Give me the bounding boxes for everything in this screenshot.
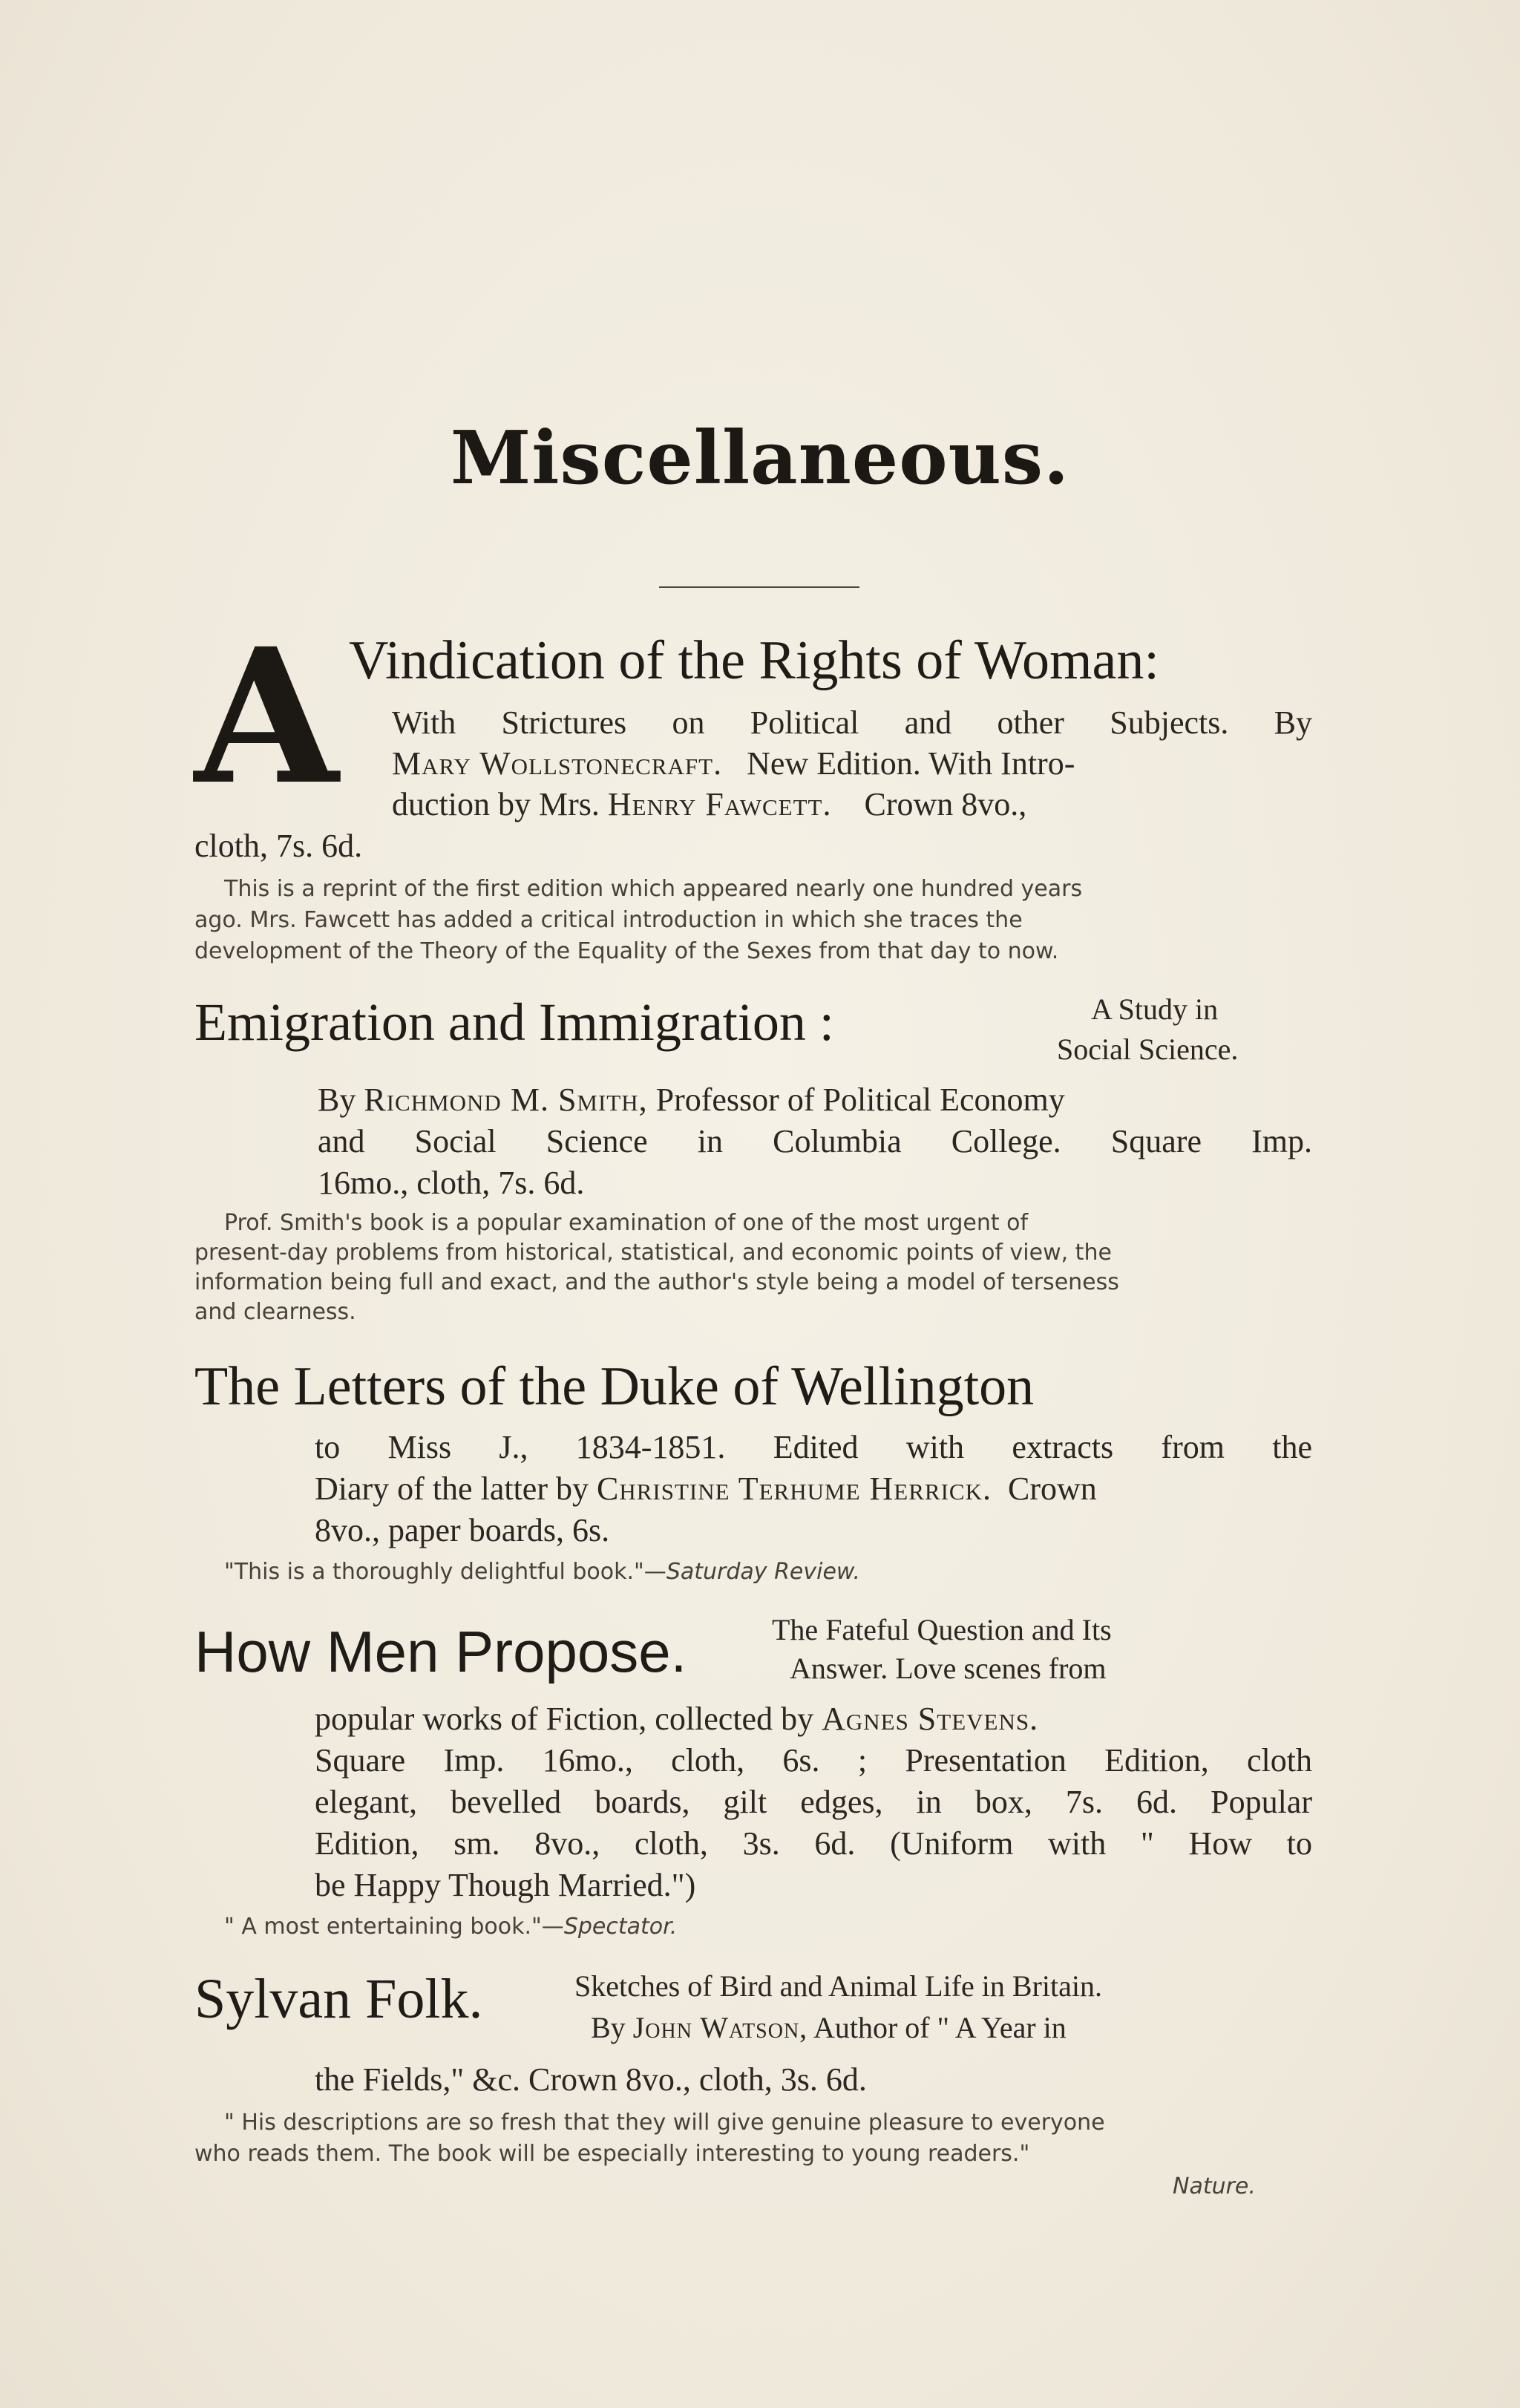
entry-title: How Men Propose. [194,1619,687,1684]
entry-subtitle: A Study in [1091,992,1219,1026]
line-pre: Diary of the latter by [315,1470,589,1507]
note-source: Nature. [1173,2173,1256,2199]
entry-note: development of the Theory of the Equality of the Sexes from that day to now. [194,938,1059,964]
entry-note: present-day problems from historical, statistical, and economic points of view, the [194,1240,1112,1266]
entry-line: and Social Science in Columbia College. Square Imp. [318,1123,1312,1159]
entry-subtitle: Answer. Love scenes from [790,1652,1107,1685]
entry-line: be Happy Though Married.") [315,1867,696,1903]
entry-title: Vindication of the Rights of Woman: [349,630,1159,691]
entry-title: Sylvan Folk. [194,1968,483,2030]
entry-line: to Miss J., 1834-1851. Edited with extracts from the [315,1429,1312,1465]
entry-quote [224,1914,677,1940]
editor-name: Agnes Stevens. [822,1701,1039,1737]
intro-name: Henry Fawcett. [607,786,832,822]
line-rest: New Edition. With Intro- [747,745,1075,782]
entry-line: cloth, 7s. 6d. [194,828,363,864]
entry-note: who reads them. The book will be especially interesting to young readers." [194,2141,1030,2167]
entry-note: " His descriptions are so fresh that they will give genuine pleasure to everyone [224,2110,1105,2136]
entry-line [315,1470,1097,1508]
entry-note: Prof. Smith's book is a popular examination of one of the most urgent of [224,1210,1029,1236]
entry-note: ago. Mrs. Fawcett has added a critical introduction in which she traces the [194,907,1023,933]
entry-line: 16mo., cloth, 7s. 6d. [318,1165,585,1201]
entry-line [315,1700,1038,1738]
entry-note: information being full and exact, and the author's style being a model of terseness [194,1269,1119,1295]
drop-cap: A [194,607,338,825]
author-name: Richmond M. Smith, [364,1082,648,1118]
entry-line: elegant, bevelled boards, gilt edges, in box, 7s. 6d. Popular [315,1784,1312,1820]
line-rest: Author of " A Year in [813,2011,1067,2044]
line-rest: Professor of Political Economy [655,1082,1065,1118]
author-name: John Watson, [632,2011,808,2044]
entry-subtitle: Social Science. [1057,1033,1239,1066]
quote-source: Spectator. [563,1914,678,1940]
line-pre: duction by Mrs. [392,786,600,822]
entry-line [318,1081,1065,1119]
entry-note: This is a reprint of the first edition which appeared nearly one hundred years [224,876,1083,902]
entry-subtitle: The Fateful Question and Its [772,1613,1112,1646]
quote-text: " A most entertaining book."— [224,1914,564,1940]
entry-line [392,745,1075,782]
entry-line: 8vo., paper boards, 6s. [315,1512,610,1548]
entry-line: Edition, sm. 8vo., cloth, 3s. 6d. (Uniform with " How to [315,1825,1312,1862]
author-name: Mary Wollstonecraft. [392,745,723,782]
quote-source: Saturday Review. [666,1559,861,1585]
line-pre: popular works of Fiction, collected by [315,1701,814,1737]
editor-name: Christine Terhume Herrick. [596,1470,992,1507]
heading-rule [659,586,859,588]
entry-note: and clearness. [194,1299,356,1325]
entry-quote [224,1559,860,1585]
entry-line: With Strictures on Political and other Subjects. By [392,704,1312,741]
entry-title: The Letters of the Duke of Wellington [194,1356,1035,1417]
line-rest: Crown [1007,1470,1097,1507]
line-rest: Crown 8vo., [864,786,1027,822]
entry-title: Emigration and Immigration : [194,992,834,1052]
entry-line: Square Imp. 16mo., cloth, 6s. ; Presentation Edition, cloth [315,1742,1312,1779]
entry-subtitle: Sketches of Bird and Animal Life in Britain. [574,1969,1102,2003]
entry-line: the Fields," &c. Crown 8vo., cloth, 3s. 6d. [315,2061,867,2098]
line-pre: By [318,1082,356,1118]
page-heading: Miscellaneous. [450,416,1070,501]
quote-text: "This is a thoroughly delightful book."— [224,1559,666,1585]
entry-line [392,785,1026,823]
entry-subtitle [591,2010,1067,2045]
line-pre: By [591,2011,626,2044]
